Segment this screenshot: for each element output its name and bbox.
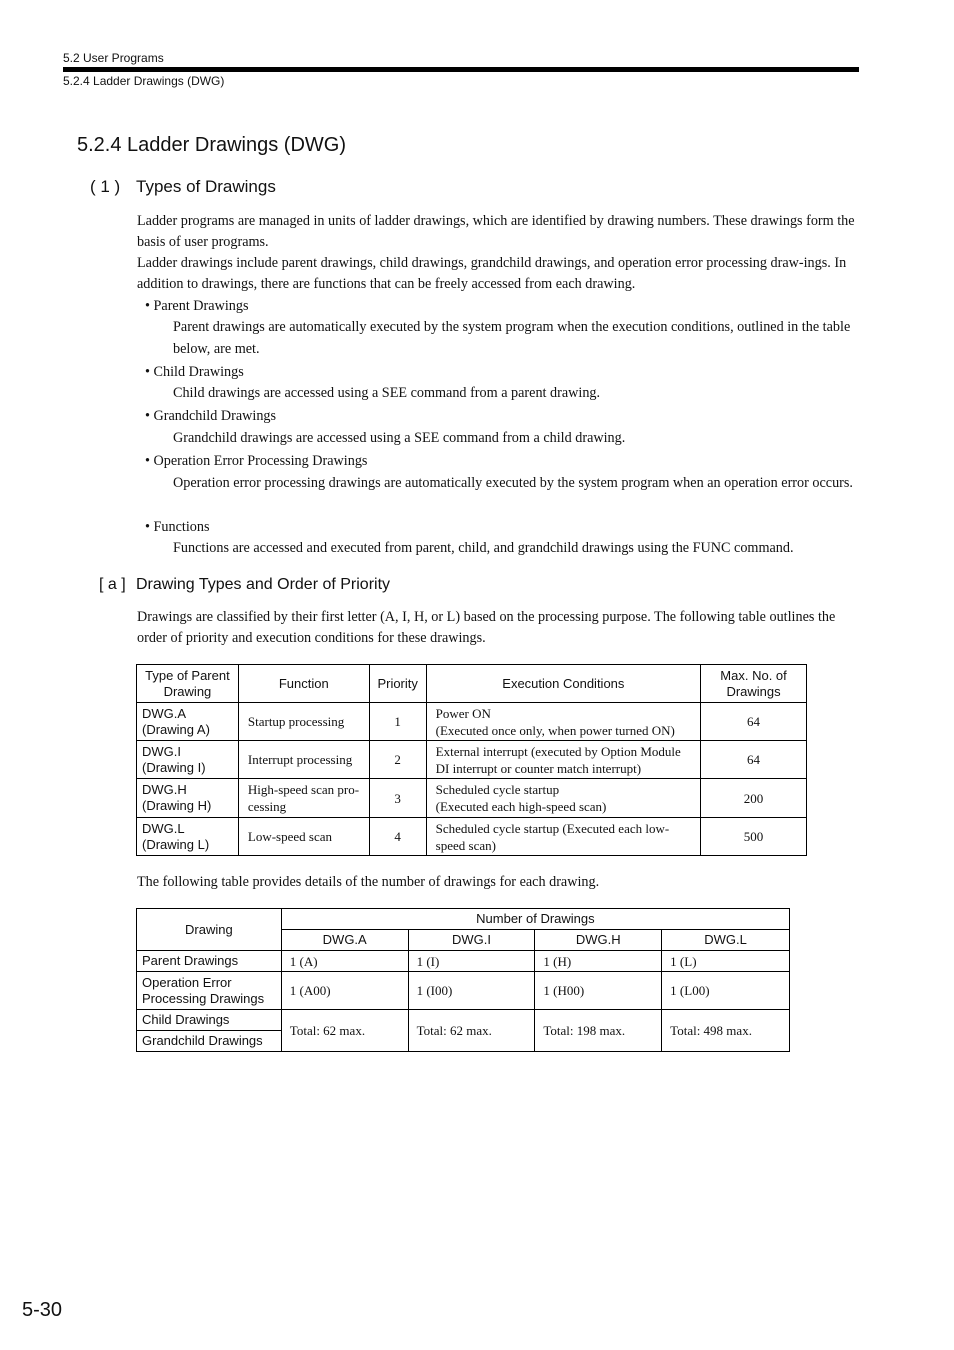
drawing-priority-table (136, 664, 807, 856)
subsubsection-number: [ a ] (99, 576, 126, 593)
cell-type-line1: DWG.I (142, 743, 181, 759)
cell-error-a: 1 (A00) (281, 972, 408, 1010)
cell-type (137, 818, 239, 856)
subsubsection-title (99, 576, 390, 594)
table-row (137, 741, 807, 779)
drawing-count-table (136, 908, 790, 1052)
cell-conditions (426, 741, 700, 779)
intro-paragraph-1: Ladder programs are managed in units of ladder drawings, which are identified by drawing numbers. These drawings form the basis of user programs. (137, 213, 855, 250)
cell-type-line2: (Drawing I) (142, 759, 206, 775)
cell-function: Low-speed scan (238, 818, 369, 856)
cell-conditions-line2: (Executed each high-speed scan) (435, 799, 607, 814)
bullet-functions: • Functions (145, 519, 210, 535)
drawing-count-paragraph: The following table provides details of the number of drawings for each drawing. (137, 874, 600, 890)
cell-type (137, 779, 239, 818)
cell-type-line2: (Drawing L) (142, 836, 210, 852)
cell-max: 64 (701, 741, 807, 779)
header-dwg-h: DWG.H (535, 930, 662, 951)
cell-error-h: 1 (H00) (535, 972, 662, 1010)
cell-parent-i: 1 (I) (408, 951, 535, 972)
table-header-row (137, 665, 807, 703)
header-execution-conditions: Execution Conditions (426, 665, 700, 703)
cell-conditions-line1: External interrupt (executed by Option Module (435, 743, 681, 759)
page-number: 5-30 (22, 1299, 63, 1321)
cell-type (137, 741, 239, 779)
cell-conditions-line1: Power ON (435, 705, 491, 721)
cell-total-i: Total: 62 max. (408, 1010, 535, 1052)
cell-type-line2: (Drawing H) (142, 798, 212, 813)
cell-priority: 4 (369, 818, 426, 856)
cell-function: Interrupt processing (238, 741, 369, 779)
bullet-functions-text: Functions are accessed and executed from parent, child, and grandchild drawings using the FUNC command. (173, 540, 794, 556)
bullet-child-drawings-text: Child drawings are accessed using a SEE command from a parent drawing. (173, 385, 601, 401)
cell-priority: 1 (369, 703, 426, 741)
cell-parent-a: 1 (A) (281, 951, 408, 972)
cell-parent-h: 1 (H) (535, 951, 662, 972)
cell-priority: 2 (369, 741, 426, 779)
header-number-of-drawings: Number of Drawings (281, 909, 789, 930)
cell-conditions (426, 703, 700, 741)
bullet-grandchild-drawings: • Grandchild Drawings (145, 408, 277, 424)
intro-paragraph-2: Ladder drawings include parent drawings, child drawings, grandchild drawings, and operation error processing draw-ings. In addition to drawings, there are functions that can be freely accessed from each drawing. (137, 255, 847, 292)
cell-conditions-line2: (Executed once only, when power turned ON) (435, 722, 675, 738)
section-title: 5.2.4 Ladder Drawings (DWG) (77, 134, 346, 156)
cell-total-h: Total: 198 max. (535, 1010, 662, 1052)
header-function: Function (238, 665, 369, 703)
cell-type-line1: DWG.A (142, 705, 187, 721)
table-row (137, 951, 790, 972)
cell-conditions (426, 818, 700, 856)
cell-type-line1: DWG.L (142, 820, 185, 836)
cell-max: 200 (701, 779, 807, 818)
bullet-parent-drawings: • Parent Drawings (145, 298, 249, 314)
cell-error-i: 1 (I00) (408, 972, 535, 1010)
cell-type-line2: (Drawing A) (142, 721, 210, 737)
cell-function: High-speed scan pro-cessing (238, 779, 369, 818)
cell-parent-l: 1 (L) (662, 951, 790, 972)
running-head-subsection: 5.2.4 Ladder Drawings (DWG) (63, 74, 225, 88)
header-priority: Priority (369, 665, 426, 703)
header-drawing: Drawing (137, 909, 282, 951)
row-label-error-line2: Processing Drawings (142, 990, 265, 1006)
cell-conditions (426, 779, 700, 818)
bullet-operation-error-drawings: • Operation Error Processing Drawings (145, 453, 368, 469)
header-dwg-a: DWG.A (281, 930, 408, 951)
cell-error-l: 1 (L00) (662, 972, 790, 1010)
header-max-drawings: Max. No. of Drawings (701, 665, 807, 703)
header-dwg-l: DWG.L (662, 930, 790, 951)
table-row (137, 972, 790, 1010)
cell-function: Startup processing (238, 703, 369, 741)
cell-total-l: Total: 498 max. (662, 1010, 790, 1052)
row-label-parent: Parent Drawings (137, 951, 282, 972)
cell-conditions-line2: speed scan) (435, 837, 496, 853)
subsubsection-title-text: Drawing Types and Order of Priority (136, 576, 391, 593)
row-label-error-line1: Operation Error (142, 974, 232, 990)
bullet-operation-error-drawings-text: Operation error processing drawings are automatically executed by the system program when an operation error occurs. (173, 475, 853, 491)
cell-total-a: Total: 62 max. (281, 1010, 408, 1052)
bullet-grandchild-drawings-text: Grandchild drawings are accessed using a SEE command from a child drawing. (173, 430, 626, 446)
header-dwg-i: DWG.I (408, 930, 535, 951)
row-label-error (137, 972, 282, 1010)
bullet-child-drawings: • Child Drawings (145, 364, 244, 380)
table-row (137, 818, 807, 856)
subsection-title (90, 177, 276, 197)
subsection-title-text: Types of Drawings (136, 177, 276, 196)
bullet-parent-drawings-text: Parent drawings are automatically executed by the system program when the execution conditions, outlined in the table below, are met. (173, 319, 851, 357)
table-row (137, 1010, 790, 1031)
cell-max: 64 (701, 703, 807, 741)
table-header-row (137, 909, 790, 930)
priority-paragraph: Drawings are classified by their first letter (A, I, H, or L) based on the processing purpose. The following table outlines the order of priority and execution conditions for these drawings. (137, 609, 836, 646)
header-rule (63, 67, 859, 72)
table-row (137, 703, 807, 741)
table-row (137, 779, 807, 818)
cell-type (137, 703, 239, 741)
subsection-number: ( 1 ) (90, 177, 121, 196)
cell-conditions-line1: Scheduled cycle startup (Executed each low- (435, 820, 670, 836)
row-label-child: Child Drawings (137, 1010, 282, 1031)
row-label-grandchild: Grandchild Drawings (137, 1031, 282, 1052)
cell-conditions-line2: DI interrupt or counter match interrupt) (435, 760, 642, 776)
header-type: Type of Parent Drawing (137, 665, 239, 703)
running-head-section: 5.2 User Programs (63, 51, 164, 65)
cell-type-line1: DWG.H (142, 782, 187, 797)
cell-priority: 3 (369, 779, 426, 818)
cell-conditions-line1: Scheduled cycle startup (435, 782, 560, 797)
cell-max: 500 (701, 818, 807, 856)
